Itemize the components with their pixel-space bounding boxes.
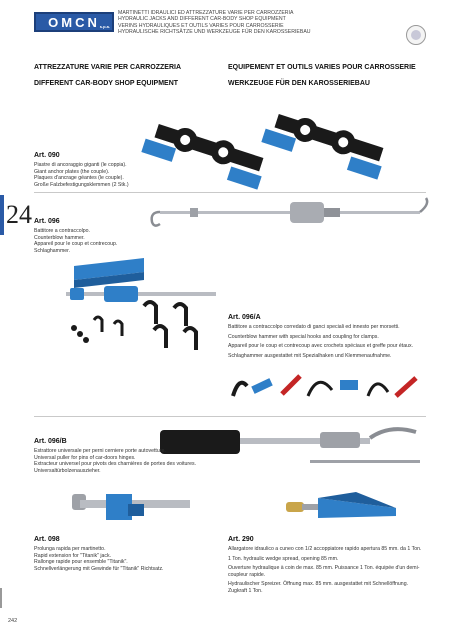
art-096b-code: Art. 096/B [34, 438, 67, 445]
desc-line: Rapid extension for "Titanik" jack. [34, 552, 112, 559]
divider [34, 192, 426, 193]
art-090-description [34, 162, 129, 188]
art-096a-description [228, 324, 413, 362]
section-marker [0, 195, 4, 235]
art-098-description [34, 546, 164, 572]
wedge-spreader-image [286, 486, 416, 530]
logo-text: OMCN [48, 14, 100, 30]
desc-line: Ouverture hydraulique à coin de max. 85 mm. Puissance 1 Ton. équipée d'un demi-coupleur rapide. [228, 565, 420, 578]
header-line-de: HYDRAULISCHE RICHTSÄTZE UND WERKZEUGE FÜR DEN KAROSSERIEBAU [118, 29, 311, 36]
hammer-kit-image [34, 258, 224, 358]
art-096-code: Art. 096 [34, 218, 60, 225]
header-line-fr: VERINS HYDRAULIQUES ET OUTILS VARIES POUR CARROSSERIE [118, 22, 284, 29]
desc-line: Prolunga rapida per martinetto. [34, 546, 106, 552]
art-096a-code: Art. 096/A [228, 314, 261, 321]
omcn-logo [34, 12, 114, 32]
desc-line: Schlaghammer. [34, 247, 71, 254]
anchor-plate-right [261, 107, 388, 180]
desc-line: Universaltürbolzenauszieher. [34, 467, 101, 474]
page-number: 242 [8, 618, 18, 624]
logo-sub: s.p.a. [99, 24, 110, 29]
title-fr: EQUIPEMENT ET OUTILS VARIES POUR CARROSSERIE [228, 64, 416, 71]
rapid-extension-image [66, 488, 196, 532]
desc-line: Battitore a contraccolpo corredato di ganci speciali ed innesto per morsetti. [228, 324, 400, 330]
art-096b-description [34, 448, 196, 474]
desc-line: Extracteur universel pour pivots des charnières de portes des voitures. [34, 461, 197, 468]
desc-line: Allargatore idraulico a cuneo con 1/2 accoppiatore rapido apertura 85 mm. da 1 Ton. [228, 546, 422, 552]
desc-line: Rallonge rapide pour ensemble "Titanik". [34, 559, 128, 566]
desc-line: Appareil pour le coup et contrecoup. [34, 241, 118, 248]
desc-line: Große Falzbefestigungsklemmen (2 Stk.) [34, 181, 129, 188]
desc-line: Counterblow hammer. [34, 234, 85, 241]
hooks-accessories-image [228, 366, 428, 406]
desc-line: Schnellverlängerung mit Gewinde für "Titanik" Richtsatz. [34, 565, 164, 572]
art-096-description [34, 228, 117, 254]
header-descriptions [118, 10, 378, 36]
divider [34, 416, 426, 417]
desc-line: Schlaghammer ausgestattet mit Spezialhaken und Klemmenaufnahme. [228, 352, 392, 359]
desc-line: Counterblow hammer with special hooks and coupling for clamps. [228, 333, 379, 340]
hinge-pin-puller-image [160, 420, 430, 470]
title-de: WERKZEUGE FÜR DEN KAROSSERIEBAU [228, 80, 370, 87]
title-en: DIFFERENT CAR-BODY SHOP EQUIPMENT [34, 80, 179, 87]
desc-line: Piastre di ancoraggio giganti (le coppia). [34, 162, 127, 168]
art-090-code: Art. 090 [34, 152, 60, 159]
anchor-plate-left [141, 117, 268, 190]
certification-seal-icon [406, 25, 426, 45]
slide-hammer-image [150, 196, 430, 230]
art-290-description [228, 546, 428, 598]
desc-line: Giant anchor plates (the couple). [34, 168, 110, 175]
anchor-plates-image [160, 100, 400, 200]
art-098-code: Art. 098 [34, 536, 60, 543]
desc-line: Universal puller for pins of car-doors hinges. [34, 454, 136, 461]
desc-line: Plaques d'ancrage géantes (le couple). [34, 175, 124, 182]
header-line-en: HYDRAULIC JACKS AND DIFFERENT CAR-BODY SHOP EQUIPMENT [118, 16, 286, 23]
header-line-it: MARTINETTI IDRAULICI ED ATTREZZATURE VARIE PER CARROZZERIA [118, 10, 294, 16]
desc-line: Hydraulischer Spreizer. Öffnung max. 85 mm. ausgestattet mit Schnellöffnung. Zugkraft 1 Ton. [228, 581, 409, 594]
desc-line: Appareil pour le coup et contrecoup avec crochets spéciaux et greffe pour étaux. [228, 343, 414, 350]
desc-line: 1 Ton. hydraulic wedge spread, opening 85 mm. [228, 555, 339, 562]
desc-line: Battitore a contraccolpo. [34, 228, 90, 234]
section-number: 24 [6, 200, 32, 229]
title-it: ATTREZZATURE VARIE PER CARROZZERIA [34, 64, 181, 71]
desc-line: Estrattore universale per perni cerniere porte autovetture. [34, 448, 166, 454]
art-290-code: Art. 290 [228, 536, 254, 543]
page-marker [0, 588, 2, 608]
